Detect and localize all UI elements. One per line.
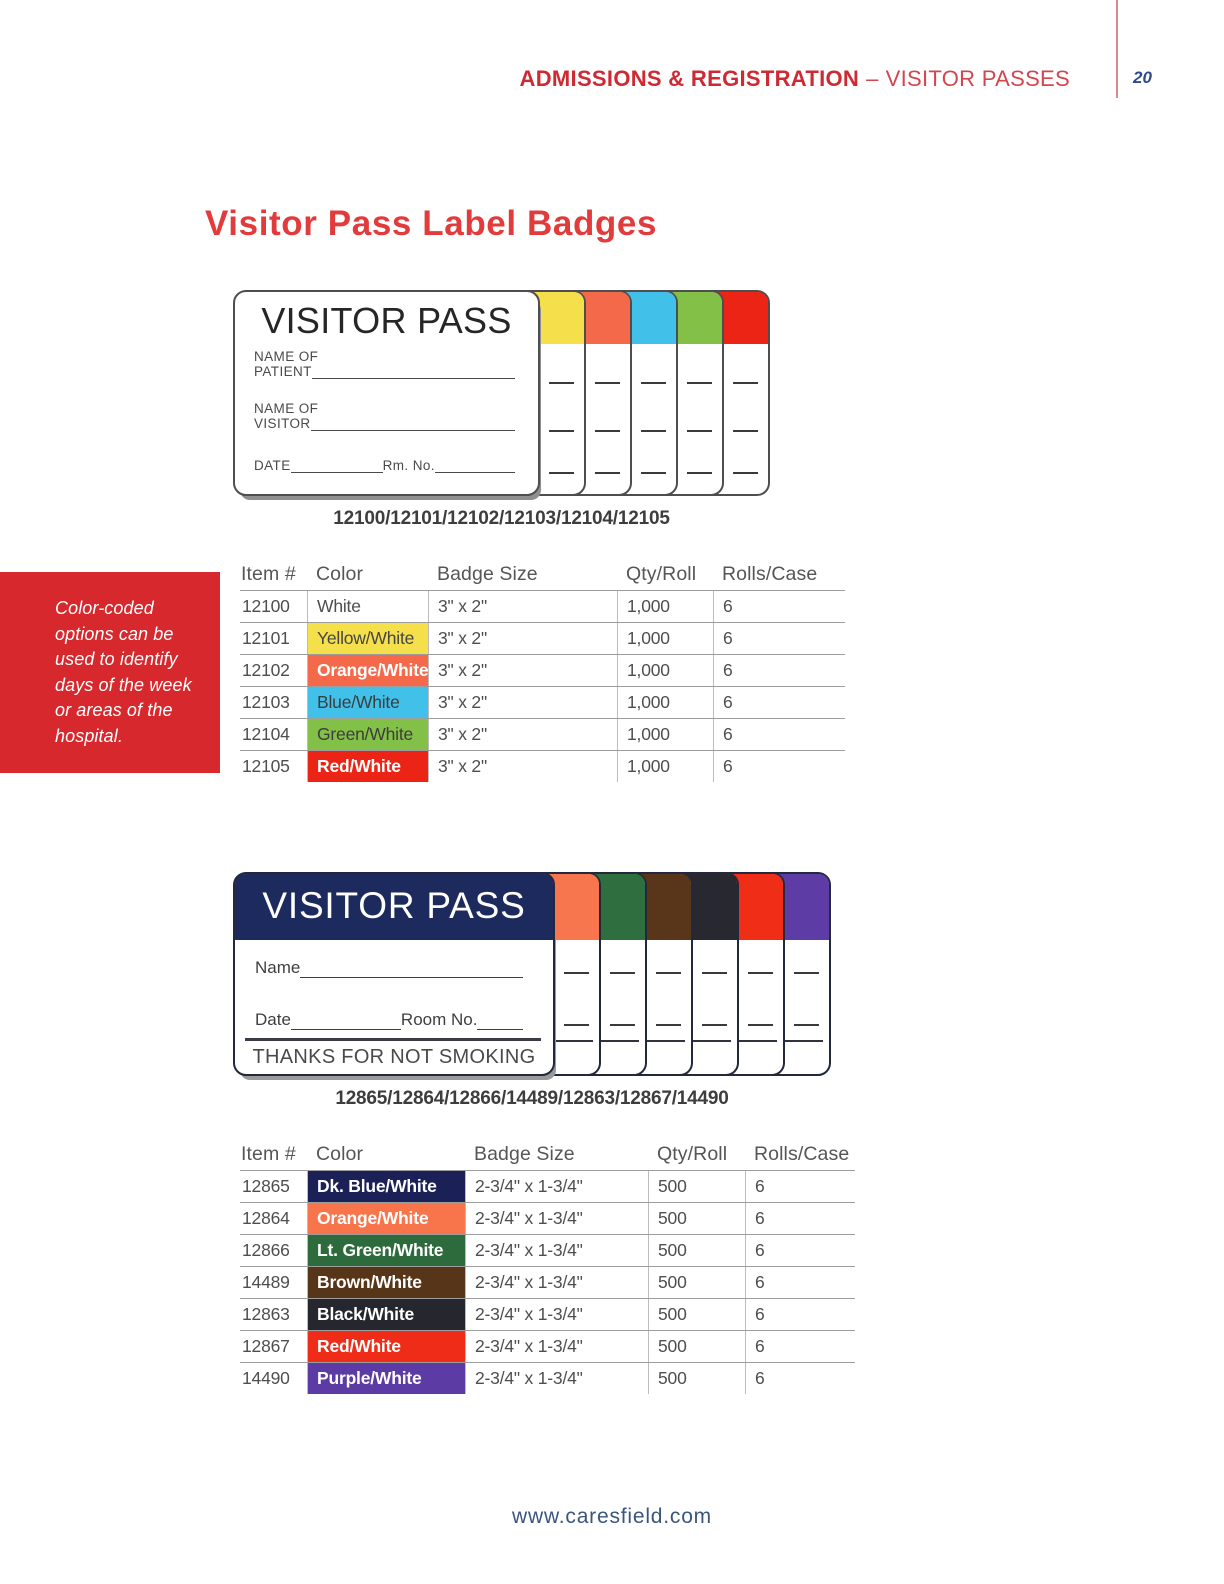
line-stub — [641, 430, 666, 432]
line-stub — [794, 972, 819, 974]
product-table-1 — [240, 560, 845, 782]
visitor-field — [254, 401, 515, 431]
table-row — [240, 750, 845, 782]
badge-size: 2-3/4" x 1-3/4" — [465, 1203, 648, 1234]
page-number: 20 — [1133, 68, 1152, 87]
color-swatch: Yellow/White — [307, 623, 428, 654]
line-stub — [702, 1024, 727, 1026]
footer-website-link[interactable]: www.caresfield.com — [512, 1505, 712, 1528]
table-row — [240, 1266, 855, 1298]
color-swatch: Orange/White — [307, 1203, 465, 1234]
item-number: 12102 — [242, 660, 290, 680]
badge-size: 3" x 2" — [428, 623, 617, 654]
line-stub — [564, 972, 589, 974]
badge-size: 2-3/4" x 1-3/4" — [465, 1363, 648, 1394]
column-header: Badge Size — [474, 1143, 575, 1165]
badge-size: 2-3/4" x 1-3/4" — [465, 1331, 648, 1362]
line-stub — [641, 382, 666, 384]
table-row — [240, 1202, 855, 1234]
line-stub — [794, 1024, 819, 1026]
item-number: 12100 — [242, 596, 290, 616]
item-number: 12866 — [242, 1240, 290, 1260]
qty-per-roll: 500 — [648, 1331, 745, 1362]
color-swatch: Orange/White — [307, 655, 428, 686]
line-stub — [549, 472, 574, 474]
rolls-per-case: 6 — [745, 1171, 855, 1202]
badge-size: 3" x 2" — [428, 655, 617, 686]
field-label: NAME OF — [254, 349, 319, 364]
line-stub — [641, 472, 666, 474]
rolls-per-case: 6 — [713, 591, 845, 622]
field-label: Name — [255, 958, 301, 977]
badge-size: 2-3/4" x 1-3/4" — [465, 1299, 648, 1330]
rolls-per-case: 6 — [745, 1235, 855, 1266]
rolls-per-case: 6 — [713, 751, 845, 782]
line-stub — [549, 430, 574, 432]
item-number: 14490 — [242, 1368, 290, 1388]
field-label: DATE — [254, 458, 291, 473]
line-stub — [702, 972, 727, 974]
rolls-per-case: 6 — [713, 719, 845, 750]
line-stub — [595, 472, 620, 474]
rolls-per-case: 6 — [713, 687, 845, 718]
table-header-row — [240, 1140, 855, 1170]
color-swatch: Red/White — [307, 751, 428, 782]
badge-size: 2-3/4" x 1-3/4" — [465, 1235, 648, 1266]
item-number: 12103 — [242, 692, 290, 712]
line-stub — [610, 972, 635, 974]
table-row — [240, 1298, 855, 1330]
divider-line — [245, 1038, 541, 1041]
line-stub — [733, 430, 758, 432]
product-table-2 — [240, 1140, 855, 1394]
badge-size: 2-3/4" x 1-3/4" — [465, 1171, 648, 1202]
color-swatch: Red/White — [307, 1331, 465, 1362]
field-label: VISITOR — [254, 416, 311, 431]
column-header: Item # — [241, 563, 296, 585]
column-header: Color — [316, 563, 364, 585]
badge-size: 3" x 2" — [428, 719, 617, 750]
column-header: Rolls/Case — [754, 1143, 850, 1165]
header-section: ADMISSIONS & REGISTRATION — [519, 66, 860, 91]
qty-per-roll: 500 — [648, 1235, 745, 1266]
blank-line — [291, 1011, 401, 1030]
rolls-per-case: 6 — [745, 1203, 855, 1234]
rolls-per-case: 6 — [745, 1267, 855, 1298]
column-header: Badge Size — [437, 563, 538, 585]
line-stub — [733, 472, 758, 474]
badge-size: 3" x 2" — [428, 751, 617, 782]
badge-size: 3" x 2" — [428, 687, 617, 718]
qty-per-roll: 1,000 — [617, 751, 713, 782]
qty-per-roll: 500 — [648, 1267, 745, 1298]
field-label: Room No. — [400, 1010, 478, 1029]
field-label: Rm. No. — [382, 458, 435, 473]
table-header-row — [240, 560, 845, 590]
table-row — [240, 718, 845, 750]
column-header: Rolls/Case — [722, 563, 818, 585]
color-swatch: Blue/White — [307, 687, 428, 718]
line-stub — [595, 382, 620, 384]
table-row — [240, 1234, 855, 1266]
table-row — [240, 1170, 855, 1202]
field-label: NAME OF — [254, 401, 319, 416]
badge-card-navy — [233, 872, 555, 1076]
qty-per-roll: 500 — [648, 1171, 745, 1202]
badge-caption-1: 12100/12101/12102/12103/12104/12105 — [333, 508, 670, 529]
item-number: 14489 — [242, 1272, 290, 1292]
line-stub — [748, 1024, 773, 1026]
field-label: PATIENT — [254, 364, 312, 379]
blank-line — [291, 458, 383, 473]
page-title: Visitor Pass Label Badges — [205, 204, 658, 243]
badge-illustration-2 — [233, 872, 831, 1082]
header-subsection: VISITOR PASSES — [885, 66, 1070, 91]
badge-title: VISITOR PASS — [262, 885, 526, 926]
badge-size: 3" x 2" — [428, 591, 617, 622]
date-room-field — [255, 1010, 523, 1030]
line-stub — [610, 1024, 635, 1026]
table-row — [240, 1330, 855, 1362]
qty-per-roll: 500 — [648, 1203, 745, 1234]
color-swatch: Lt. Green/White — [307, 1235, 465, 1266]
blank-line — [300, 959, 523, 978]
rolls-per-case: 6 — [713, 655, 845, 686]
qty-per-roll: 1,000 — [617, 655, 713, 686]
line-stub — [656, 972, 681, 974]
badge-size: 2-3/4" x 1-3/4" — [465, 1267, 648, 1298]
column-header: Color — [316, 1143, 364, 1165]
qty-per-roll: 500 — [648, 1363, 745, 1394]
patient-field — [254, 349, 515, 379]
column-header: Item # — [241, 1143, 296, 1165]
qty-per-roll: 1,000 — [617, 719, 713, 750]
column-header: Qty/Roll — [657, 1143, 728, 1165]
name-field — [255, 958, 523, 978]
line-stub — [656, 1024, 681, 1026]
item-number: 12101 — [242, 628, 290, 648]
table-row — [240, 622, 845, 654]
column-header: Qty/Roll — [626, 563, 697, 585]
rolls-per-case: 6 — [713, 623, 845, 654]
line-stub — [549, 382, 574, 384]
page-header — [520, 66, 1070, 92]
item-number: 12863 — [242, 1304, 290, 1324]
item-number: 12104 — [242, 724, 290, 744]
qty-per-roll: 500 — [648, 1299, 745, 1330]
header-divider — [1116, 0, 1118, 98]
no-smoking-text: THANKS FOR NOT SMOKING — [252, 1046, 536, 1068]
color-swatch: Green/White — [307, 719, 428, 750]
color-swatch: Purple/White — [307, 1363, 465, 1394]
line-stub — [687, 382, 712, 384]
badge-title: VISITOR PASS — [261, 300, 512, 341]
badge-card-white — [233, 290, 540, 496]
line-stub — [733, 382, 758, 384]
badge-caption-2: 12865/12864/12866/14489/12863/12867/14490 — [335, 1088, 729, 1109]
line-stub — [564, 1024, 589, 1026]
rolls-per-case: 6 — [745, 1331, 855, 1362]
rolls-per-case: 6 — [745, 1299, 855, 1330]
line-stub — [595, 430, 620, 432]
color-swatch: Black/White — [307, 1299, 465, 1330]
blank-line — [477, 1011, 523, 1030]
blank-line — [435, 458, 515, 473]
blank-line — [311, 416, 515, 431]
item-number: 12867 — [242, 1336, 290, 1356]
line-stub — [748, 972, 773, 974]
item-number: 12865 — [242, 1176, 290, 1196]
callout-box — [0, 572, 220, 773]
qty-per-roll: 1,000 — [617, 623, 713, 654]
color-swatch: Brown/White — [307, 1267, 465, 1298]
date-room-field — [254, 458, 515, 473]
line-stub — [687, 430, 712, 432]
item-number: 12105 — [242, 756, 290, 776]
badge-illustration-1 — [233, 290, 770, 502]
table-row — [240, 590, 845, 622]
item-number: 12864 — [242, 1208, 290, 1228]
field-label: Date — [255, 1010, 291, 1029]
callout-text: Color-coded options can be used to identify days of the week or areas of the hospital. — [55, 598, 192, 746]
rolls-per-case: 6 — [745, 1363, 855, 1394]
color-swatch: Dk. Blue/White — [307, 1171, 465, 1202]
blank-line — [312, 364, 515, 379]
table-row — [240, 1362, 855, 1394]
header-dash: – — [866, 66, 879, 91]
qty-per-roll: 1,000 — [617, 687, 713, 718]
table-row — [240, 654, 845, 686]
line-stub — [687, 472, 712, 474]
badge-header-band — [235, 874, 553, 940]
qty-per-roll: 1,000 — [617, 591, 713, 622]
table-row — [240, 686, 845, 718]
color-swatch: White — [307, 591, 428, 622]
